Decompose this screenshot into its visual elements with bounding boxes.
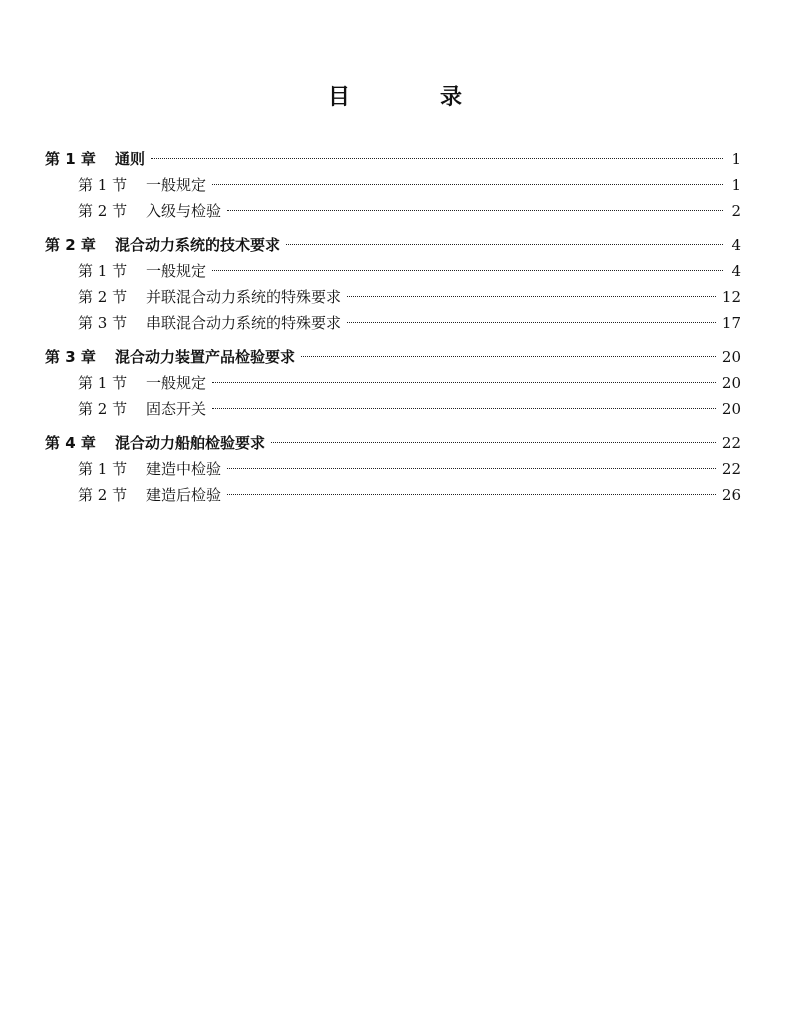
page-number: 22: [721, 460, 741, 478]
toc-section-entry[interactable]: [45, 482, 741, 508]
dot-leader: [212, 270, 723, 271]
toc-chapter-entry[interactable]: [45, 344, 741, 370]
section-number: 第 2 节: [78, 202, 128, 220]
section-number: 第 2 节: [78, 400, 128, 418]
page-number: 2: [731, 202, 741, 220]
chapter-title: 混合动力船舶检验要求: [115, 434, 266, 452]
section-title: 建造后检验: [146, 486, 222, 504]
toc-section-entry[interactable]: [45, 456, 741, 482]
toc-section-entry[interactable]: [45, 198, 741, 224]
toc-section-entry[interactable]: [45, 172, 741, 198]
section-title: 入级与检验: [146, 202, 222, 220]
dot-leader: [212, 184, 723, 185]
chapter-1: [45, 146, 741, 224]
chapter-2: [45, 232, 741, 336]
toc-section-entry[interactable]: [45, 370, 741, 396]
toc-chapter-entry[interactable]: [45, 430, 741, 456]
section-title: 并联混合动力系统的特殊要求: [146, 288, 342, 306]
page-title: 目 录: [327, 85, 496, 110]
page-number: 1: [731, 150, 741, 168]
section-number: 第 1 节: [78, 460, 128, 478]
dot-leader: [286, 244, 723, 245]
page-number: 20: [721, 400, 741, 418]
page-number: 26: [721, 486, 741, 504]
section-number: 第 1 节: [78, 176, 128, 194]
section-title: 一般规定: [146, 176, 207, 194]
dot-leader: [347, 322, 716, 323]
section-title: 串联混合动力系统的特殊要求: [146, 314, 342, 332]
section-title: 一般规定: [146, 374, 207, 392]
page-number: 20: [721, 374, 741, 392]
section-number: 第 3 节: [78, 314, 128, 332]
chapter-number: 第 3 章: [45, 348, 96, 366]
chapter-3: [45, 344, 741, 422]
page-number: 4: [731, 236, 741, 254]
dot-leader: [271, 442, 716, 443]
toc-section-entry[interactable]: [45, 310, 741, 336]
section-title: 建造中检验: [146, 460, 222, 478]
page-number: 20: [721, 348, 741, 366]
section-title: 一般规定: [146, 262, 207, 280]
section-title: 固态开关: [146, 400, 207, 418]
toc-chapter-entry[interactable]: [45, 232, 741, 258]
page-number: 12: [721, 288, 741, 306]
toc-chapter-entry[interactable]: [45, 146, 741, 172]
dot-leader: [227, 494, 716, 495]
page-number: 4: [731, 262, 741, 280]
section-number: 第 2 节: [78, 288, 128, 306]
dot-leader: [301, 356, 716, 357]
dot-leader: [212, 382, 716, 383]
section-number: 第 2 节: [78, 486, 128, 504]
chapter-title: 通则: [115, 150, 146, 168]
dot-leader: [227, 210, 723, 211]
table-of-contents: [45, 146, 741, 516]
page-number: 1: [731, 176, 741, 194]
dot-leader: [212, 408, 716, 409]
toc-section-entry[interactable]: [45, 258, 741, 284]
chapter-title: 混合动力装置产品检验要求: [115, 348, 296, 366]
dot-leader: [347, 296, 716, 297]
page-number: 17: [721, 314, 741, 332]
toc-section-entry[interactable]: [45, 284, 741, 310]
chapter-number: 第 2 章: [45, 236, 96, 254]
chapter-number: 第 4 章: [45, 434, 96, 452]
chapter-number: 第 1 章: [45, 150, 96, 168]
chapter-4: [45, 430, 741, 508]
section-number: 第 1 节: [78, 374, 128, 392]
page-number: 22: [721, 434, 741, 452]
chapter-title: 混合动力系统的技术要求: [115, 236, 281, 254]
dot-leader: [227, 468, 716, 469]
toc-section-entry[interactable]: [45, 396, 741, 422]
section-number: 第 1 节: [78, 262, 128, 280]
dot-leader: [151, 158, 723, 159]
